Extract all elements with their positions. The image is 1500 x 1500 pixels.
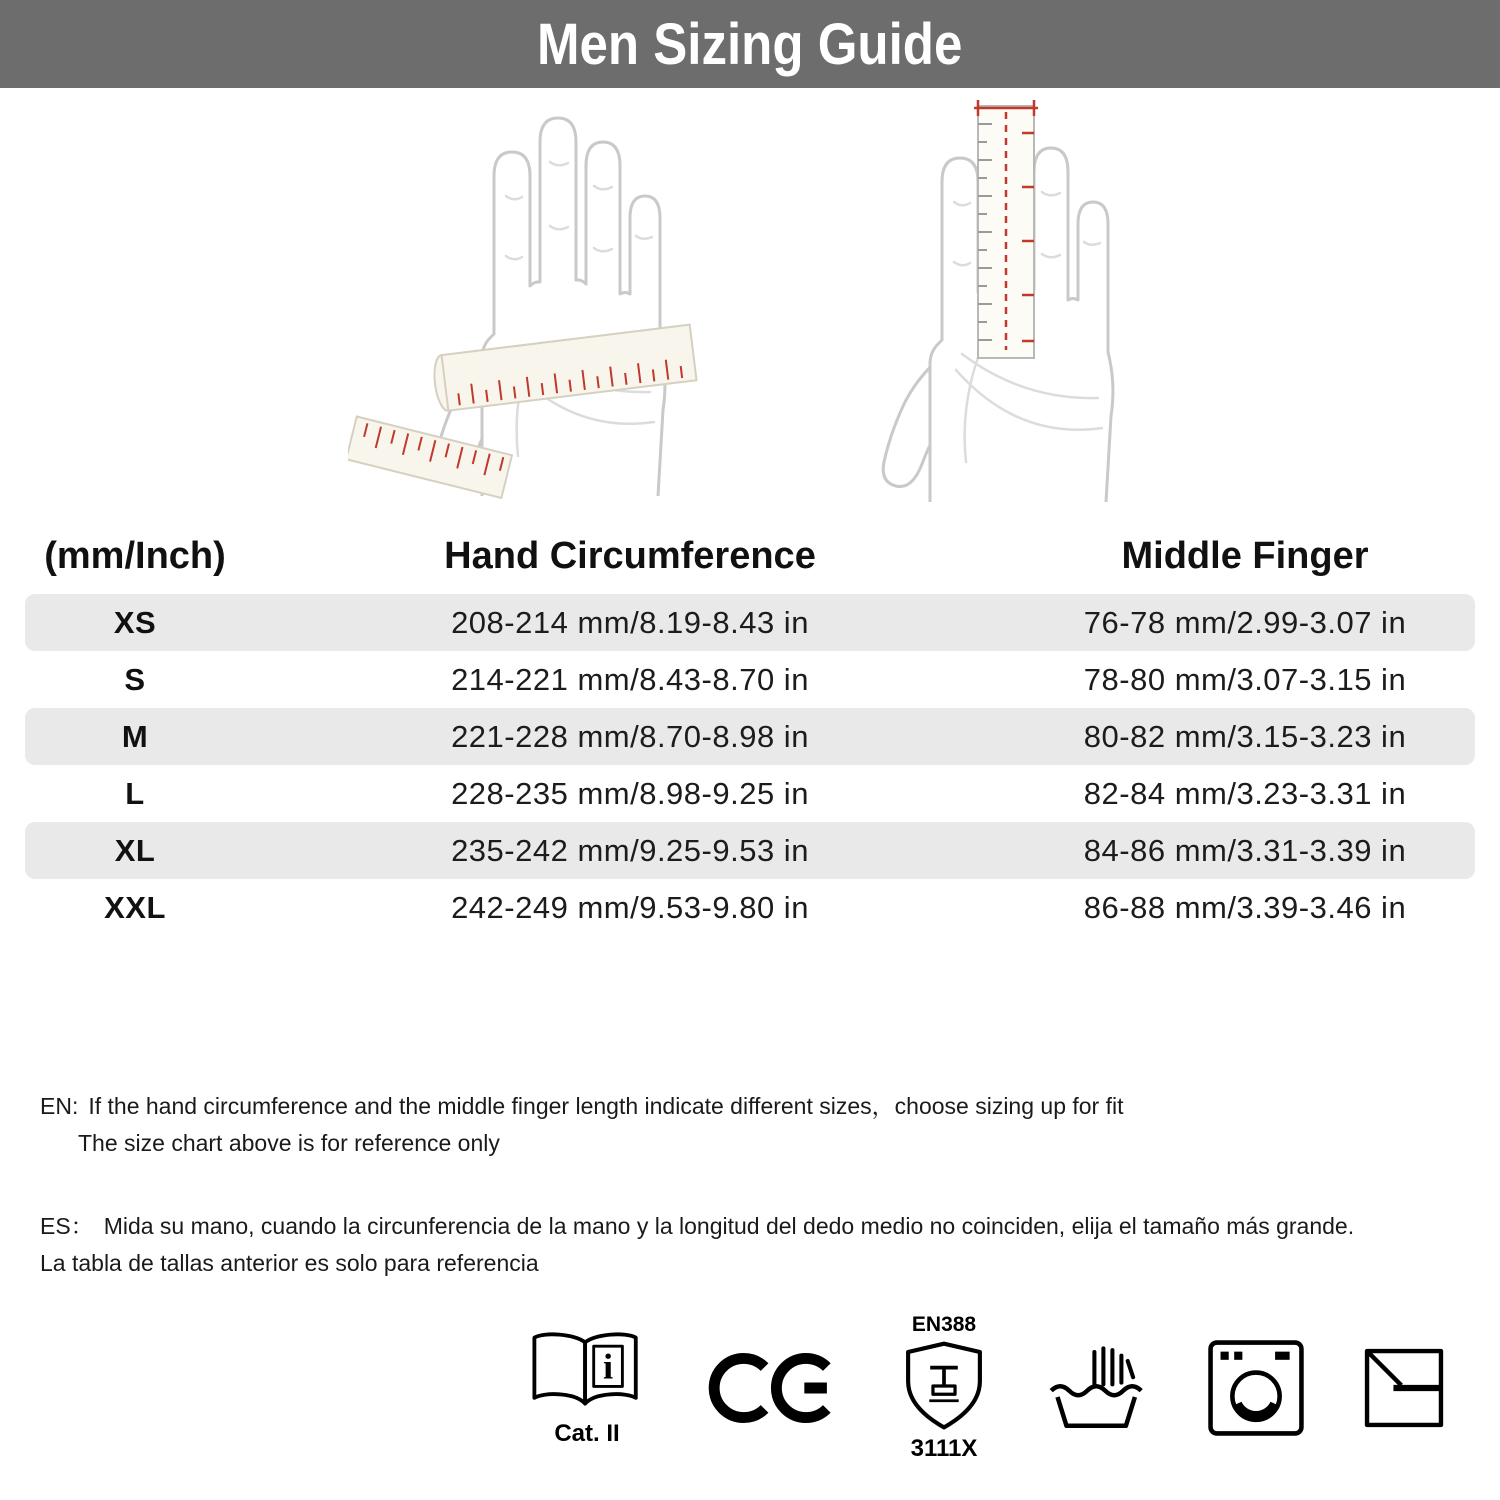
en388-block [898, 1313, 990, 1463]
machine-wash-block [1206, 1338, 1306, 1438]
note-english [40, 1088, 1124, 1162]
note-es-line2: La tabla de tallas anterior es solo para referencia [40, 1250, 539, 1276]
hand-circumference-value: 214-221 mm/8.43-8.70 in [451, 661, 809, 697]
table-row [25, 651, 1475, 708]
column-header-middle-finger: Middle Finger [1121, 534, 1369, 577]
category-label: Cat. II [554, 1419, 620, 1447]
table-row [25, 765, 1475, 822]
table-header-row [25, 524, 1475, 588]
hand-circumference-value: 228-235 mm/8.98-9.25 in [451, 775, 809, 811]
instruction-manual-block [524, 1329, 650, 1448]
ce-mark-block [704, 1349, 844, 1427]
hand-circumference-value: 208-214 mm/8.19-8.43 in [451, 604, 809, 640]
iron-icon [1360, 1344, 1448, 1432]
note-es-line1: Mida su mano, cuando la circunferencia de la mano y la longitud del dedo medio no coinciden, elija el tamaño más grande. [103, 1213, 1355, 1239]
size-label: XL [114, 832, 156, 868]
table-row [25, 879, 1475, 936]
middle-finger-value: 80-82 mm/3.15-3.23 in [1083, 718, 1407, 754]
note-es-first-line [40, 1208, 1354, 1245]
table-row [25, 822, 1475, 879]
size-label: S [124, 661, 146, 697]
en388-shield-icon [898, 1340, 990, 1432]
table-row [25, 594, 1475, 651]
size-label: L [125, 775, 145, 811]
hand-circumference-illustration [348, 96, 728, 526]
middle-finger-value: 76-78 mm/2.99-3.07 in [1083, 604, 1407, 640]
en388-rating-label: 3111X [910, 1435, 978, 1462]
size-label: XS [113, 604, 157, 640]
size-label: XXL [104, 889, 166, 925]
hand-circumference-value: 235-242 mm/9.25-9.53 in [451, 832, 809, 868]
size-table-body [25, 594, 1475, 936]
info-glyph: i [602, 1346, 614, 1387]
size-table [25, 524, 1475, 936]
header-banner [0, 0, 1500, 88]
page-title: Men Sizing Guide [537, 11, 963, 77]
note-spanish [40, 1208, 1354, 1282]
column-header-hand-circumference: Hand Circumference [444, 534, 816, 577]
note-en-line2: The size chart above is for reference only [78, 1130, 500, 1156]
en388-standard-label: EN388 [911, 1313, 977, 1336]
middle-finger-value: 84-86 mm/3.31-3.39 in [1083, 832, 1407, 868]
table-row [25, 708, 1475, 765]
note-es-label: ES： [40, 1213, 94, 1239]
instruction-manual-icon [524, 1329, 650, 1417]
middle-finger-value: 78-80 mm/3.07-3.15 in [1083, 661, 1407, 697]
certification-icons-row [0, 1302, 1448, 1474]
hand-wash-icon [1044, 1341, 1152, 1435]
ce-mark-icon [704, 1349, 844, 1427]
middle-finger-value: 82-84 mm/3.23-3.31 in [1083, 775, 1407, 811]
middle-finger-value: 86-88 mm/3.39-3.46 in [1083, 889, 1407, 925]
finger-ruler [974, 100, 1038, 358]
middle-finger-illustration [828, 96, 1168, 526]
note-en-label: EN: [40, 1093, 79, 1119]
washing-machine-icon [1206, 1338, 1306, 1438]
hand-wash-block [1044, 1341, 1152, 1435]
note-en-line1: If the hand circumference and the middle finger length indicate different sizes，choose sizing up for fit [88, 1093, 1124, 1119]
note-en-first-line [40, 1088, 1124, 1125]
size-label: M [121, 718, 149, 754]
column-header-unit: (mm/Inch) [44, 534, 226, 577]
hand-circumference-value: 242-249 mm/9.53-9.80 in [451, 889, 809, 925]
iron-block [1360, 1344, 1448, 1432]
hand-circumference-value: 221-228 mm/8.70-8.98 in [451, 718, 809, 754]
